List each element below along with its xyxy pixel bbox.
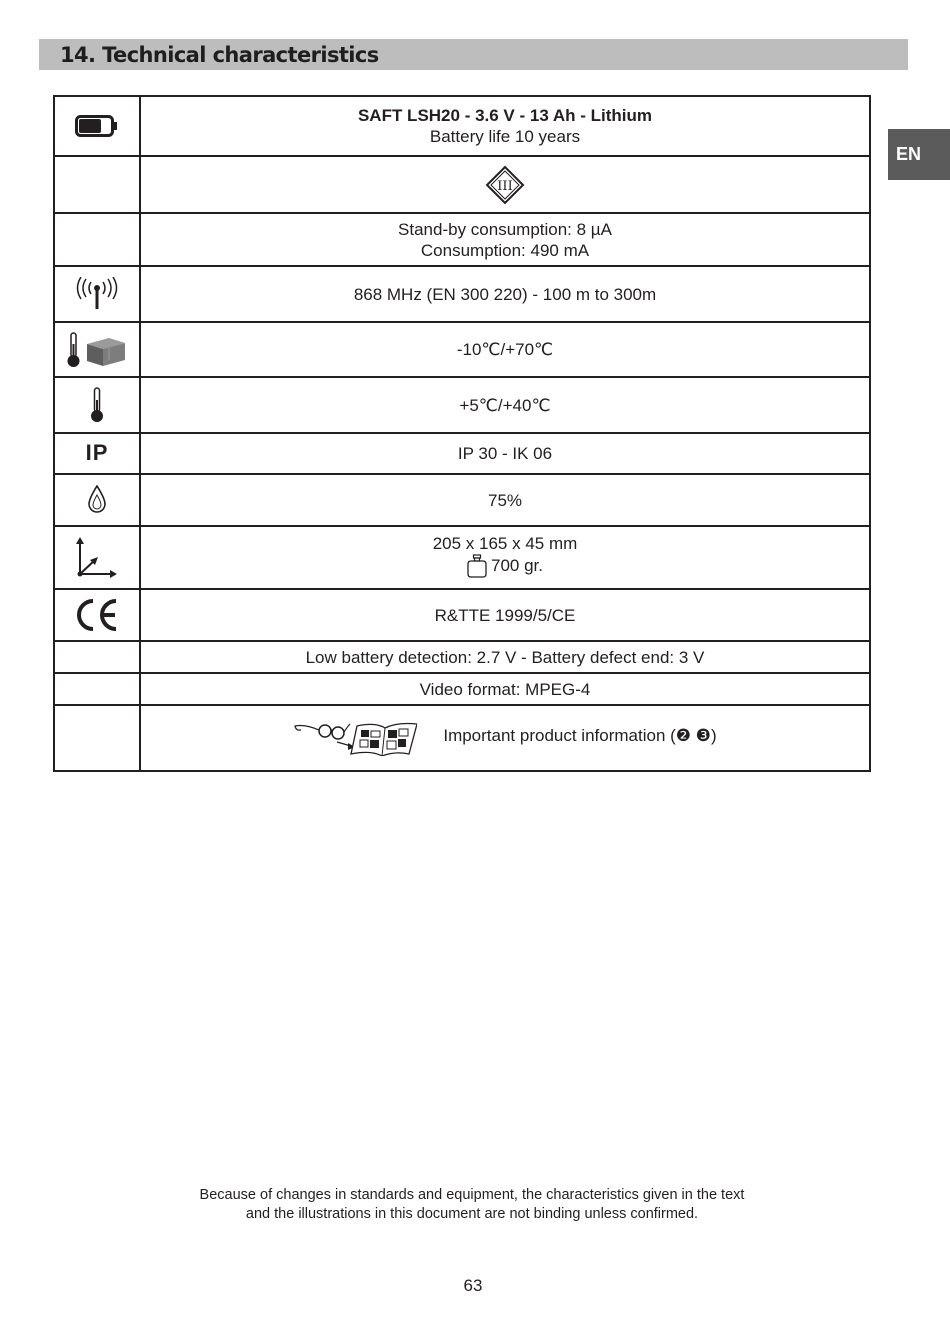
icon-cell <box>54 156 140 213</box>
ce-directive: R&TTE 1999/5/CE <box>434 605 576 625</box>
table-row-info <box>54 705 870 771</box>
consumption: Consumption: 490 mA <box>420 240 590 260</box>
page-number: 63 <box>463 1276 483 1295</box>
icon-cell <box>54 673 140 705</box>
thermometer-box-icon <box>65 332 129 368</box>
class-iii-diamond-icon <box>485 165 525 205</box>
operating-temperature: +5℃/+40℃ <box>459 395 551 415</box>
weight-value: 700 gr. <box>491 556 543 575</box>
weight-icon <box>467 554 487 578</box>
value-cell-ce <box>140 589 870 641</box>
thermometer-icon <box>89 387 105 423</box>
ip-label: IP <box>85 440 109 465</box>
table-row-video <box>54 673 870 705</box>
standby-consumption: Stand-by consumption: 8 µA <box>398 219 612 239</box>
icon-cell <box>54 641 140 673</box>
radio-antenna-icon <box>76 277 118 311</box>
icon-cell <box>54 377 140 433</box>
table-row-low-battery <box>54 641 870 673</box>
radio-spec: 868 MHz (EN 300 220) - 100 m to 300m <box>353 284 657 304</box>
icon-cell <box>54 213 140 266</box>
table-row-dimensions <box>54 526 870 589</box>
value-cell-low-battery <box>140 641 870 673</box>
storage-temperature: -10℃/+70℃ <box>456 340 554 359</box>
low-battery-spec: Low battery detection: 2.7 V - Battery defect end: 3 V <box>305 647 705 667</box>
water-drop-icon <box>87 485 107 515</box>
disclaimer <box>100 1186 844 1224</box>
value-cell-info <box>140 705 870 771</box>
value-cell-dimensions <box>140 526 870 589</box>
spec-table <box>53 95 871 772</box>
value-cell-consumption <box>140 213 870 266</box>
table-row-radio <box>54 266 870 322</box>
ce-mark-icon <box>74 598 120 632</box>
icon-cell <box>54 705 140 771</box>
battery-life: Battery life 10 years <box>429 127 581 146</box>
value-cell-radio <box>140 266 870 322</box>
icon-cell <box>54 474 140 526</box>
icon-cell <box>54 589 140 641</box>
value-cell-battery <box>140 96 870 156</box>
icon-cell <box>54 96 140 156</box>
value-cell-storage-temp <box>140 322 870 377</box>
value-cell-protection <box>140 433 870 474</box>
disclaimer-line-2: and the illustrations in this document are not binding unless confirmed. <box>245 1206 699 1222</box>
battery-spec: SAFT LSH20 - 3.6 V - 13 Ah - Lithium <box>357 106 653 125</box>
video-format: Video format: MPEG-4 <box>419 679 591 699</box>
icon-cell <box>54 433 140 474</box>
table-row-consumption <box>54 213 870 266</box>
section-header <box>39 39 908 70</box>
humidity-value: 75% <box>487 490 523 510</box>
table-row-battery <box>54 96 870 156</box>
icon-cell <box>54 322 140 377</box>
table-row-class <box>54 156 870 213</box>
language-label: EN <box>896 144 922 164</box>
table-row-operating-temp <box>54 377 870 433</box>
dimensions-value: 205 x 165 x 45 mm <box>432 533 578 553</box>
icon-cell <box>54 266 140 322</box>
read-manual-icon <box>293 716 417 756</box>
section-title: 14. Technical characteristics <box>60 43 379 67</box>
table-row-humidity <box>54 474 870 526</box>
value-cell-humidity <box>140 474 870 526</box>
table-row-ce <box>54 589 870 641</box>
language-tab <box>888 129 950 180</box>
class-iii-symbol: III <box>497 178 513 194</box>
important-info-text: Important product information (❷ ❸) <box>443 726 717 745</box>
dimension-axes-icon <box>75 536 119 580</box>
protection-rating: IP 30 - IK 06 <box>457 444 553 463</box>
icon-cell <box>54 526 140 589</box>
battery-icon <box>75 115 119 137</box>
value-cell-video <box>140 673 870 705</box>
value-cell-operating-temp <box>140 377 870 433</box>
value-cell-class <box>140 156 870 213</box>
table-row-storage-temp <box>54 322 870 377</box>
disclaimer-line-1: Because of changes in standards and equipment, the characteristics given in the text <box>199 1187 745 1203</box>
table-row-protection <box>54 433 870 474</box>
